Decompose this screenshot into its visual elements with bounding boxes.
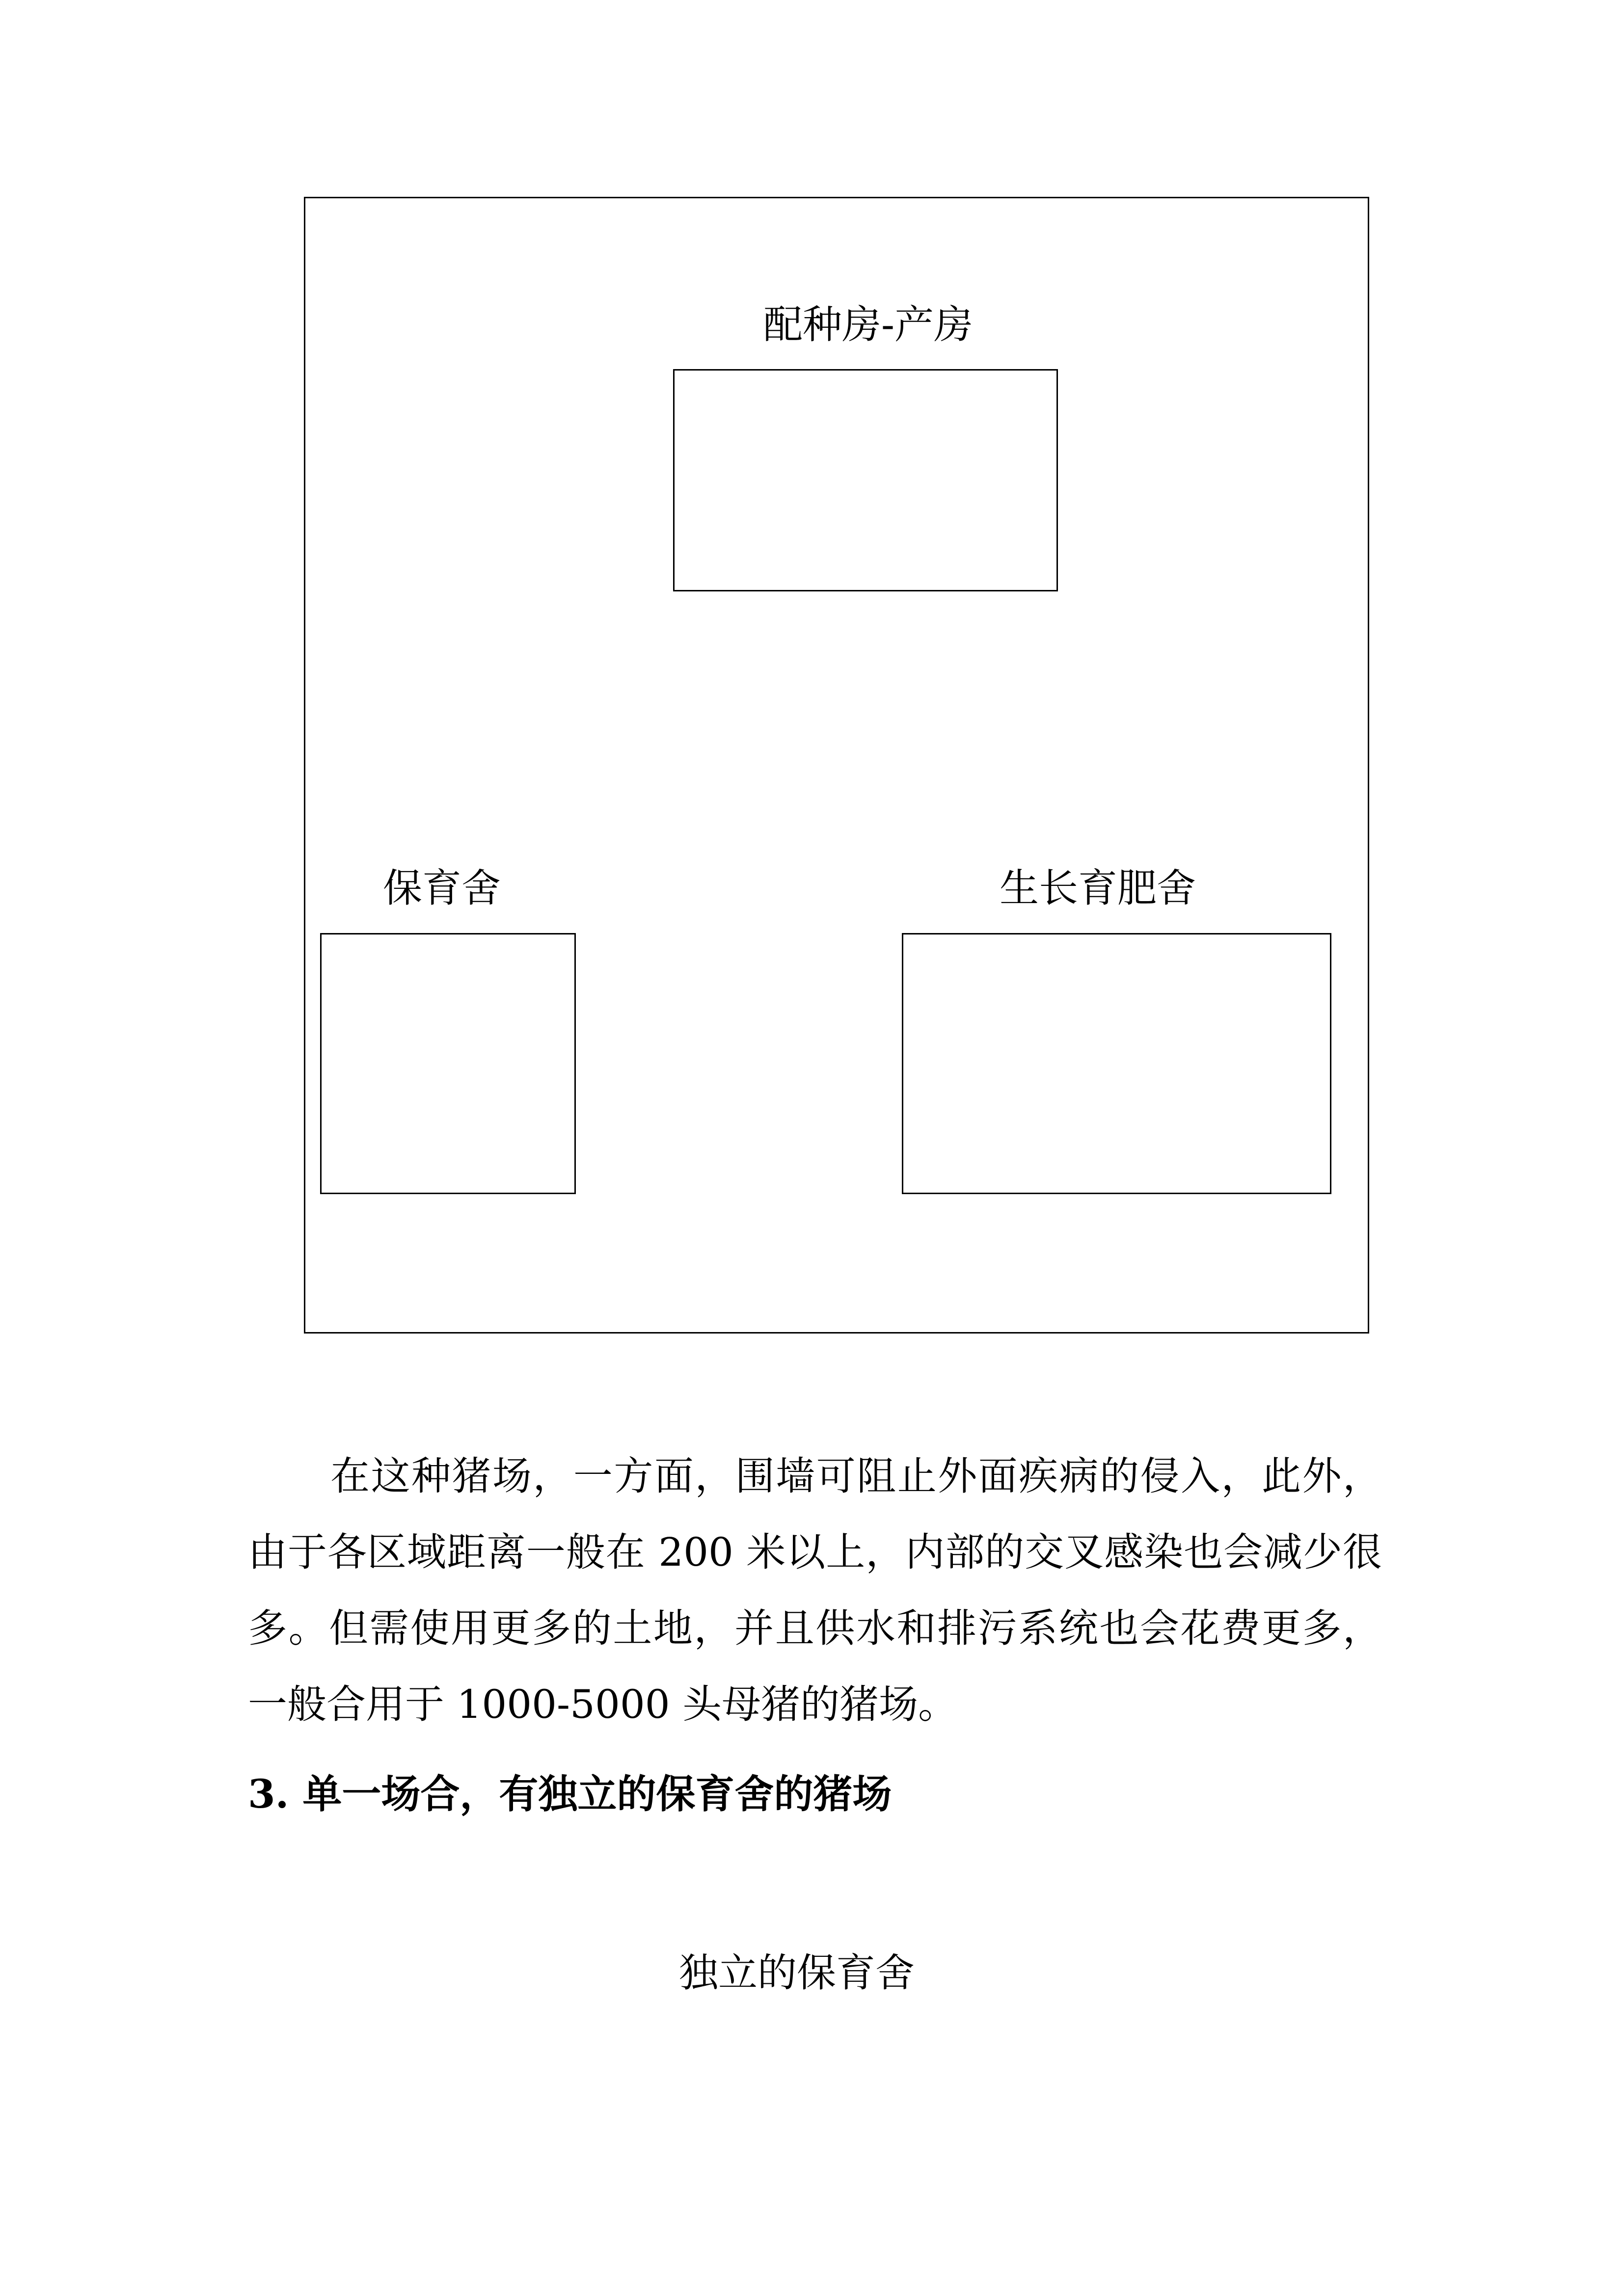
nursery-label: 保育舍 [383,865,501,911]
nursery-building [320,933,576,1194]
section-heading: 3. 单一场合，有独立的保育舍的猪场 [248,1771,892,1817]
mating-farrowing-building [673,369,1058,591]
grow-finish-label: 生长育肥舍 [1000,865,1196,911]
mating-farrowing-label: 配种房-产房 [763,302,974,347]
body-paragraph: 在这种猪场，一方面，围墙可阻止外面疾病的侵入，此外，由于各区域距离一般在 200 米以上，内部的交叉感染也会减少很多。但需使用更多的土地，并且供水和排污系统也会花费更多，一般合用于 1000-5000 头母猪的猪场。 [248,1453,1382,1727]
independent-nursery-label: 独立的保育舍 [679,1950,915,1996]
grow-finish-building [902,933,1331,1194]
